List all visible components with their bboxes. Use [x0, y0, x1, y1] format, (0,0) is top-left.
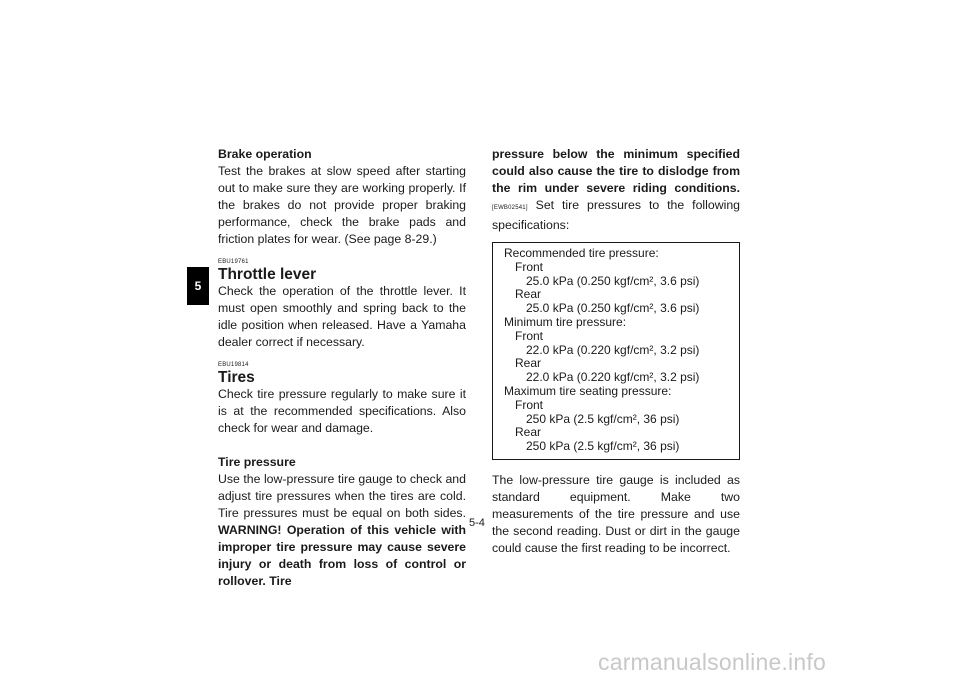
gauge-note-text: The low-pressure tire gauge is included as standard equipment. Make two measurements of the tire pressure and use the second reading. Dust or dirt in the gauge could cause the first reading to be incorrect. — [492, 472, 740, 555]
spec-recommended-label: Recommended tire pressure: — [504, 246, 659, 260]
warning-text: WARNING! Operation of this vehicle with improper tire pressure may cause severe injury or death from loss of control or rollover. Tire — [218, 523, 466, 588]
page-number: 5-4 — [469, 517, 485, 529]
spec-minimum-rear-label: Rear — [515, 356, 542, 371]
spec-recommended-rear-value: 25.0 kPa (0.250 kgf/cm², 3.6 psi) — [526, 301, 700, 316]
spec-minimum-label: Minimum tire pressure: — [504, 314, 627, 329]
tires-text: Check tire pressure regularly to make sure it is at the recommended specifications. Also check for wear and damage. — [218, 387, 466, 435]
tire-pressure-spec-box — [492, 242, 740, 460]
warning-continued: pressure below the minimum specified could also cause the tire to dislodge from the rim under severe riding conditions. — [492, 147, 740, 195]
spec-recommended-front-value: 25.0 kPa (0.250 kgf/cm², 3.6 psi) — [526, 273, 700, 288]
spec-maximum-label: Maximum tire seating pressure: — [504, 383, 672, 398]
warning-continued-paragraph — [492, 146, 740, 234]
spec-minimum-rear-value: 22.0 kPa (0.220 kgf/cm², 3.2 psi) — [526, 370, 700, 385]
tires-title: Tires — [218, 369, 255, 386]
throttle-section-code: EBU19761 — [218, 259, 249, 265]
set-pressures-text: Set tire pressures to the following specifications: — [492, 198, 741, 232]
spec-minimum-front-label: Front — [515, 328, 544, 343]
tires-section-code: EBU19814 — [218, 362, 249, 368]
chapter-tab: 5 — [187, 267, 209, 305]
spec-maximum-front-value: 250 kPa (2.5 kgf/cm², 36 psi) — [526, 411, 680, 426]
brake-operation-text: Test the brakes at slow speed after starting out to make sure they are working properly. If the brakes do not provide proper braking performance, check the brake pads and friction plates for wear. (See page 8-29.) — [218, 164, 466, 246]
watermark: carmanualsonline.info — [598, 649, 826, 675]
left-column — [218, 146, 466, 590]
spec-maximum-front-label: Front — [515, 397, 544, 412]
tire-pressure-body: Use the low-pressure tire gauge to check and adjust tire pressures when the tires are cold. Tire pressures must be equal on both sides. — [218, 472, 466, 520]
spec-maximum-rear-label: Rear — [515, 425, 542, 440]
spec-minimum-front-value: 22.0 kPa (0.220 kgf/cm², 3.2 psi) — [526, 342, 700, 357]
throttle-lever-title: Throttle lever — [218, 266, 317, 283]
spec-recommended-rear-label: Rear — [515, 287, 542, 302]
throttle-lever-text: Check the operation of the throttle lever. It must open smoothly and spring back to the idle position when released. Have a Yamaha dealer correct if necessary. — [218, 284, 466, 349]
brake-operation-heading: Brake operation — [218, 147, 312, 161]
tire-pressure-heading: Tire pressure — [218, 455, 296, 469]
right-column — [492, 146, 740, 557]
warning-code: [EWB02541] — [492, 205, 528, 211]
tire-pressure-text — [218, 471, 466, 590]
spec-maximum-rear-value: 250 kPa (2.5 kgf/cm², 36 psi) — [526, 439, 680, 454]
spec-recommended-front-label: Front — [515, 259, 544, 274]
